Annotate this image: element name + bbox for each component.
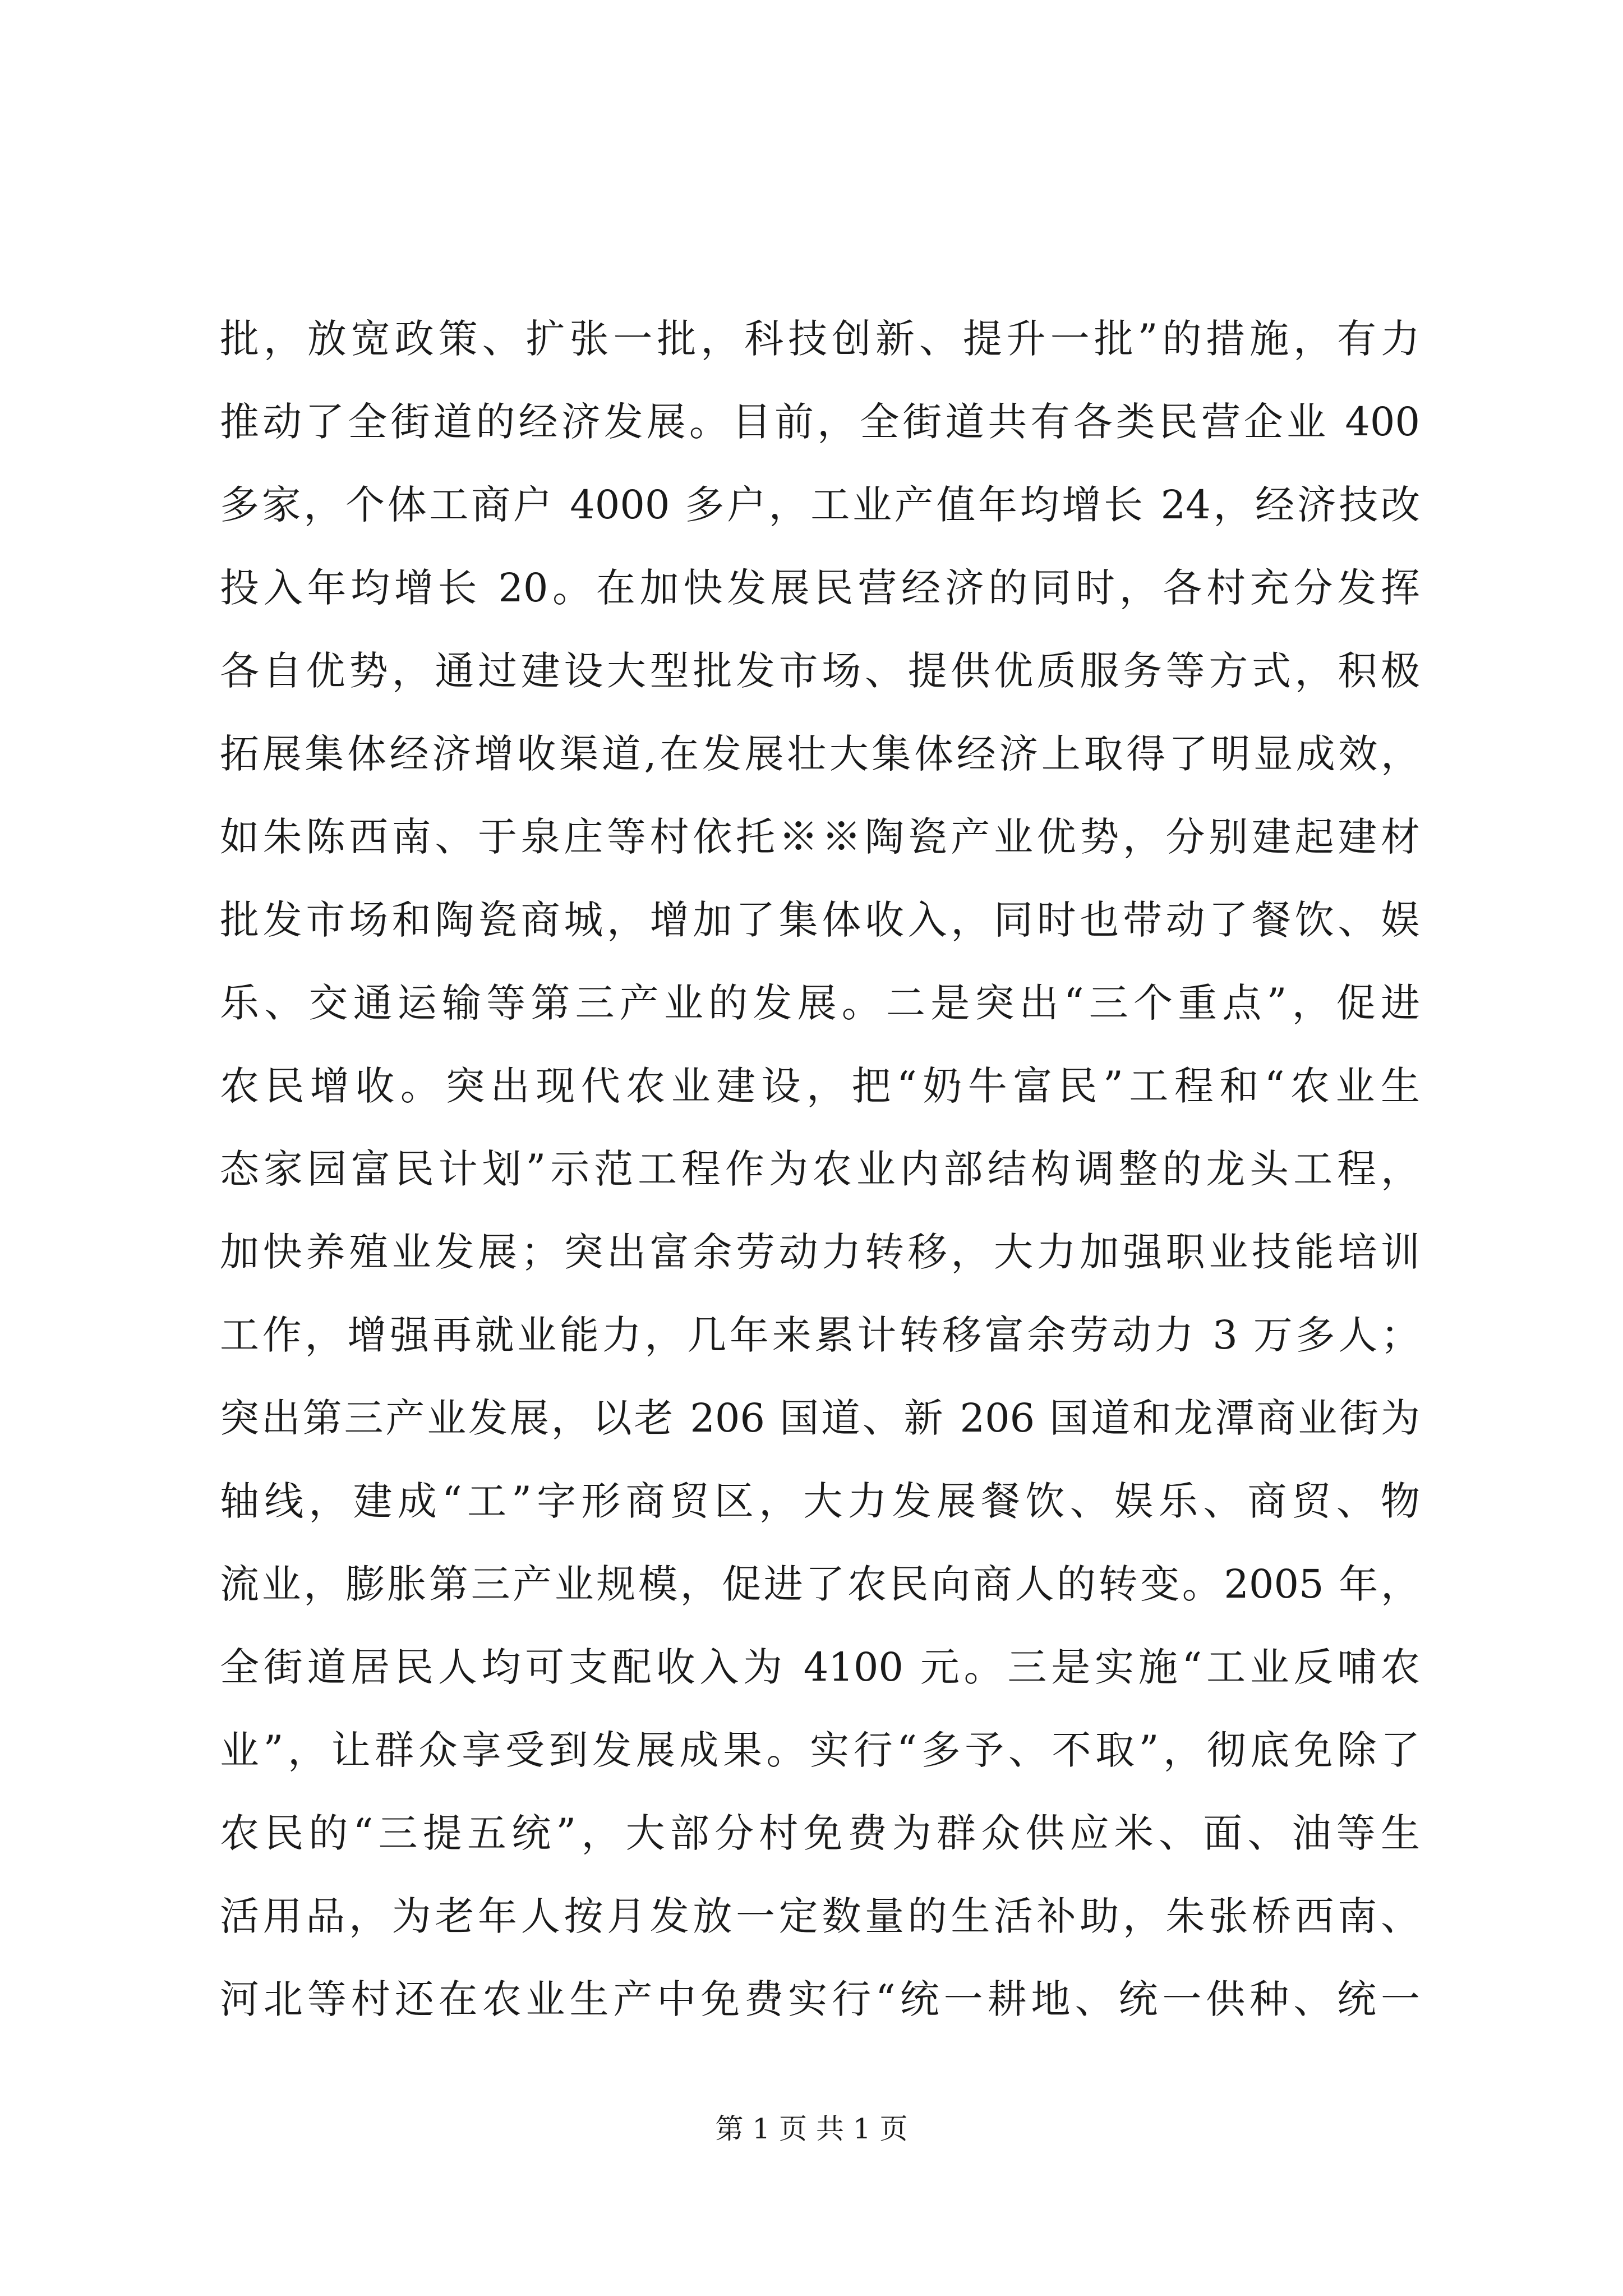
text-line: 态家园富民计划”示范工程作为农业内部结构调整的龙头工程， [220,1146,1420,1192]
body-paragraph [220,297,1420,2041]
text-line: 轴线，建成“工”字形商贸区，大力发展餐饮、娱乐、商贸、物 [220,1478,1420,1524]
text-line: 农民的“三提五统”，大部分村免费为群众供应米、面、油等生 [220,1810,1420,1856]
page-footer: 第 1 页 共 1 页 [715,2113,908,2145]
text-line: 全街道居民人均可支配收入为 4100 元。三是实施“工业反哺农 [220,1644,1420,1690]
text-line: 多家，个体工商户 4000 多户，工业产值年均增长 24，经济技改 [220,482,1420,528]
text-line: 业”，让群众享受到发展成果。实行“多予、不取”，彻底免除了 [220,1727,1420,1773]
text-line: 河北等村还在农业生产中免费实行“统一耕地、统一供种、统一 [220,1976,1420,2022]
text-line: 活用品，为老年人按月发放一定数量的生活补助，朱张桥西南、 [220,1893,1420,1939]
text-line: 突出第三产业发展，以老 206 国道、新 206 国道和龙潭商业街为 [220,1395,1420,1441]
text-line: 流业，膨胀第三产业规模，促进了农民向商人的转变。2005 年， [220,1561,1420,1607]
text-line: 批，放宽政策、扩张一批，科技创新、提升一批”的措施，有力 [220,316,1420,362]
text-line: 乐、交通运输等第三产业的发展。二是突出“三个重点”，促进 [220,980,1420,1026]
text-line: 投入年均增长 20。在加快发展民营经济的同时，各村充分发挥 [220,565,1420,611]
text-line: 推动了全街道的经济发展。目前，全街道共有各类民营企业 400 [220,399,1420,445]
text-line: 批发市场和陶瓷商城，增加了集体收入，同时也带动了餐饮、娱 [220,897,1420,943]
text-line: 工作，增强再就业能力，几年来累计转移富余劳动力 3 万多人； [220,1312,1420,1358]
text-line: 加快养殖业发展；突出富余劳动力转移，大力加强职业技能培训 [220,1229,1420,1275]
text-line: 农民增收。突出现代农业建设，把“奶牛富民”工程和“农业生 [220,1063,1420,1109]
text-line: 如朱陈西南、于泉庄等村依托※※陶瓷产业优势，分别建起建材 [220,814,1420,860]
text-line: 拓展集体经济增收渠道,在发展壮大集体经济上取得了明显成效， [220,731,1420,777]
text-line: 各自优势，通过建设大型批发市场、提供优质服务等方式，积极 [220,648,1420,694]
